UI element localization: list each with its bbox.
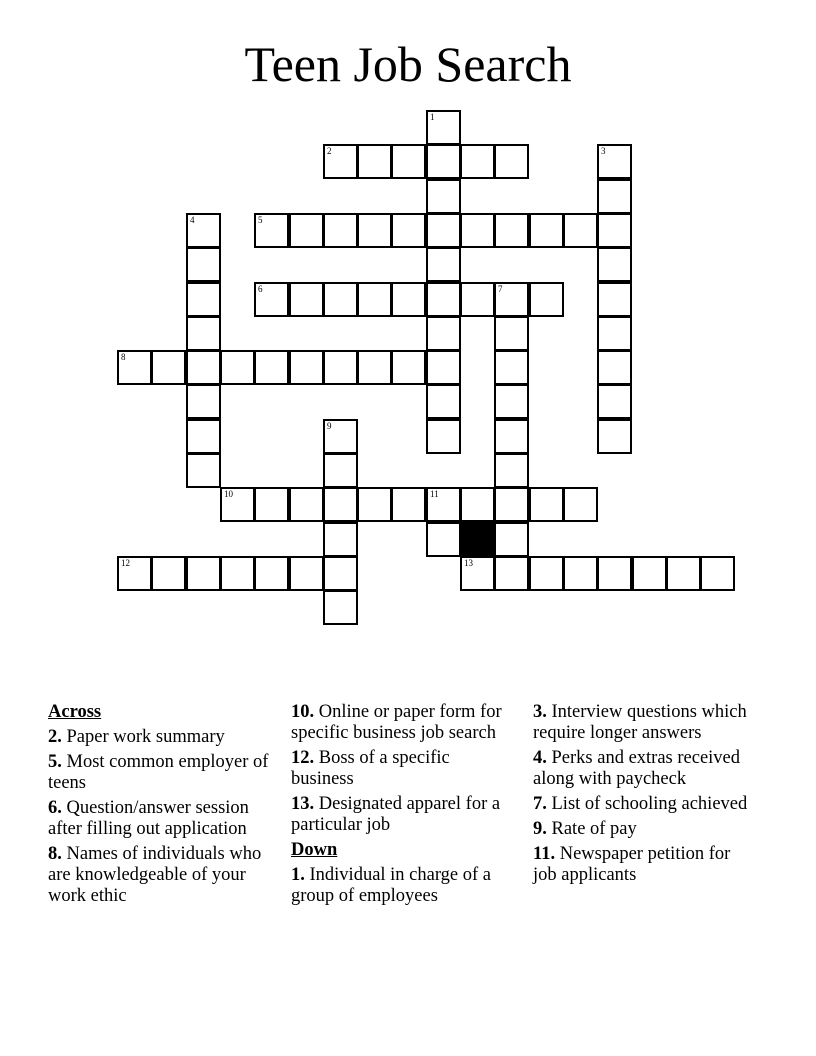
- grid-cell[interactable]: [494, 316, 529, 351]
- across-clue-10: [291, 702, 515, 744]
- grid-cell[interactable]: [391, 282, 426, 317]
- clue-text: Paper work summary: [66, 727, 225, 747]
- grid-cell[interactable]: [460, 487, 495, 522]
- clue-number: 13.: [291, 794, 315, 814]
- cell-number: 11: [430, 489, 439, 499]
- grid-cell[interactable]: [323, 453, 358, 488]
- clue-number: 10.: [291, 702, 315, 722]
- cell-number: 2: [327, 146, 332, 156]
- grid-cell[interactable]: [426, 487, 461, 522]
- clue-text: Individual in charge of a group of employees: [291, 865, 492, 906]
- grid-cell[interactable]: [323, 213, 358, 248]
- grid-cell[interactable]: [254, 282, 289, 317]
- cell-number: 5: [258, 215, 263, 225]
- grid-cell[interactable]: [391, 144, 426, 179]
- clue-text: Most common employer of teens: [48, 752, 269, 793]
- clue-number: 8.: [48, 844, 62, 864]
- grid-cell[interactable]: [254, 213, 289, 248]
- grid-cell[interactable]: [186, 316, 221, 351]
- cell-number: 12: [121, 558, 130, 568]
- grid-cell[interactable]: [323, 144, 358, 179]
- grid-cell[interactable]: [357, 350, 392, 385]
- grid-cell[interactable]: [563, 213, 598, 248]
- grid-block-cell: [460, 522, 495, 557]
- grid-cell[interactable]: [151, 350, 186, 385]
- grid-cell[interactable]: [323, 590, 358, 625]
- grid-cell[interactable]: [391, 213, 426, 248]
- clue-text: Perks and extras received along with paycheck: [533, 748, 741, 789]
- grid-cell[interactable]: [426, 419, 461, 454]
- grid-cell[interactable]: [426, 247, 461, 282]
- clue-number: 7.: [533, 794, 547, 814]
- cell-number: 10: [224, 489, 233, 499]
- grid-cell[interactable]: [666, 556, 701, 591]
- grid-cell[interactable]: [597, 282, 632, 317]
- clue-column-1: [48, 702, 284, 911]
- grid-cell[interactable]: [391, 350, 426, 385]
- grid-cell[interactable]: [254, 350, 289, 385]
- grid-cell[interactable]: [700, 556, 735, 591]
- clue-text: Online or paper form for specific business job search: [291, 702, 502, 743]
- clue-number: 11.: [533, 844, 556, 864]
- clue-text: List of schooling achieved: [551, 794, 748, 814]
- grid-cell[interactable]: [426, 213, 461, 248]
- grid-cell[interactable]: [597, 213, 632, 248]
- grid-cell[interactable]: [186, 453, 221, 488]
- cell-number: 7: [498, 284, 503, 294]
- grid-cell[interactable]: [186, 282, 221, 317]
- grid-cell[interactable]: [254, 556, 289, 591]
- grid-cell[interactable]: [426, 522, 461, 557]
- grid-cell[interactable]: [426, 179, 461, 214]
- grid-cell[interactable]: [494, 419, 529, 454]
- grid-cell[interactable]: [632, 556, 667, 591]
- grid-cell[interactable]: [186, 556, 221, 591]
- cell-number: 6: [258, 284, 263, 294]
- grid-cell[interactable]: [220, 487, 255, 522]
- across-heading: Across: [48, 702, 102, 722]
- grid-cell[interactable]: [254, 487, 289, 522]
- clue-text: Rate of pay: [551, 819, 637, 839]
- grid-cell[interactable]: [597, 316, 632, 351]
- clue-text: Newspaper petition for job applicants: [533, 844, 731, 885]
- down-clue-7: [533, 794, 753, 815]
- grid-cell[interactable]: [529, 487, 564, 522]
- clue-column-3: [533, 702, 753, 890]
- grid-cell[interactable]: [426, 350, 461, 385]
- grid-cell[interactable]: [220, 350, 255, 385]
- cell-number: 9: [327, 421, 332, 431]
- grid-cell[interactable]: [323, 419, 358, 454]
- grid-cell[interactable]: [563, 556, 598, 591]
- grid-cell[interactable]: [597, 419, 632, 454]
- grid-cell[interactable]: [597, 247, 632, 282]
- grid-cell[interactable]: [323, 487, 358, 522]
- grid-cell[interactable]: [563, 487, 598, 522]
- clue-number: 12.: [291, 748, 315, 768]
- grid-cell[interactable]: [460, 213, 495, 248]
- grid-cell[interactable]: [357, 487, 392, 522]
- clue-text: Interview questions which require longer answers: [533, 702, 747, 743]
- grid-cell[interactable]: [220, 556, 255, 591]
- grid-cell[interactable]: [529, 282, 564, 317]
- down-clue-1: [291, 865, 515, 907]
- grid-cell[interactable]: [494, 487, 529, 522]
- grid-cell[interactable]: [151, 556, 186, 591]
- cell-number: 4: [190, 215, 195, 225]
- grid-cell[interactable]: [289, 556, 324, 591]
- clue-number: 9.: [533, 819, 547, 839]
- across-clue-8: [48, 844, 284, 907]
- clue-number: 1.: [291, 865, 305, 885]
- clue-number: 5.: [48, 752, 62, 772]
- clue-text: Question/answer session after filling out application: [48, 798, 249, 839]
- grid-cell[interactable]: [494, 213, 529, 248]
- grid-cell[interactable]: [289, 487, 324, 522]
- cell-number: 1: [430, 112, 435, 122]
- grid-cell[interactable]: [426, 144, 461, 179]
- grid-cell[interactable]: [186, 213, 221, 248]
- grid-cell[interactable]: [597, 350, 632, 385]
- grid-cell[interactable]: [597, 179, 632, 214]
- grid-cell[interactable]: [186, 350, 221, 385]
- down-clue-9: [533, 819, 753, 840]
- grid-cell[interactable]: [426, 282, 461, 317]
- grid-cell[interactable]: [323, 556, 358, 591]
- grid-cell[interactable]: [494, 384, 529, 419]
- grid-cell[interactable]: [186, 247, 221, 282]
- clue-text: Boss of a specific business: [291, 748, 450, 789]
- across-clue-13: [291, 794, 515, 836]
- down-clue-11: [533, 844, 753, 886]
- grid-cell[interactable]: [494, 350, 529, 385]
- grid-cell[interactable]: [289, 282, 324, 317]
- grid-cell[interactable]: [529, 556, 564, 591]
- clue-number: 2.: [48, 727, 62, 747]
- puzzle-title: Teen Job Search: [244, 36, 572, 92]
- clue-column-2: [291, 702, 515, 911]
- grid-cell[interactable]: [357, 213, 392, 248]
- clue-number: 6.: [48, 798, 62, 818]
- grid-cell[interactable]: [323, 282, 358, 317]
- grid-cell[interactable]: [494, 144, 529, 179]
- down-heading: Down: [291, 840, 338, 860]
- cell-number: 3: [601, 146, 606, 156]
- grid-cell[interactable]: [323, 522, 358, 557]
- grid-cell[interactable]: [357, 282, 392, 317]
- grid-cell[interactable]: [186, 419, 221, 454]
- across-clue-12: [291, 748, 515, 790]
- grid-cell[interactable]: [426, 316, 461, 351]
- grid-cell[interactable]: [460, 282, 495, 317]
- grid-cell[interactable]: [426, 384, 461, 419]
- across-clue-5: [48, 752, 284, 794]
- cell-number: 13: [464, 558, 473, 568]
- across-clue-6: [48, 798, 284, 840]
- grid-cell[interactable]: [323, 350, 358, 385]
- grid-cell[interactable]: [357, 144, 392, 179]
- down-clue-3: [533, 702, 753, 744]
- grid-cell[interactable]: [289, 350, 324, 385]
- clue-number: 4.: [533, 748, 547, 768]
- grid-cell[interactable]: [460, 144, 495, 179]
- grid-cell[interactable]: [494, 453, 529, 488]
- grid-cell[interactable]: [597, 556, 632, 591]
- grid-cell[interactable]: [597, 144, 632, 179]
- grid-cell[interactable]: [117, 556, 152, 591]
- grid-cell[interactable]: [494, 282, 529, 317]
- across-clue-2: [48, 727, 284, 748]
- grid-cell[interactable]: [529, 213, 564, 248]
- grid-cell[interactable]: [426, 110, 461, 145]
- grid-cell[interactable]: [391, 487, 426, 522]
- clue-number: 3.: [533, 702, 547, 722]
- grid-cell[interactable]: [597, 384, 632, 419]
- grid-cell[interactable]: [289, 213, 324, 248]
- grid-cell[interactable]: [117, 350, 152, 385]
- cell-number: 8: [121, 352, 126, 362]
- grid-cell[interactable]: [494, 522, 529, 557]
- grid-cell[interactable]: [186, 384, 221, 419]
- clue-text: Designated apparel for a particular job: [291, 794, 501, 835]
- clue-text: Names of individuals who are knowledgeable of your work ethic: [48, 844, 262, 906]
- grid-cell[interactable]: [460, 556, 495, 591]
- down-clue-4: [533, 748, 753, 790]
- grid-cell[interactable]: [494, 556, 529, 591]
